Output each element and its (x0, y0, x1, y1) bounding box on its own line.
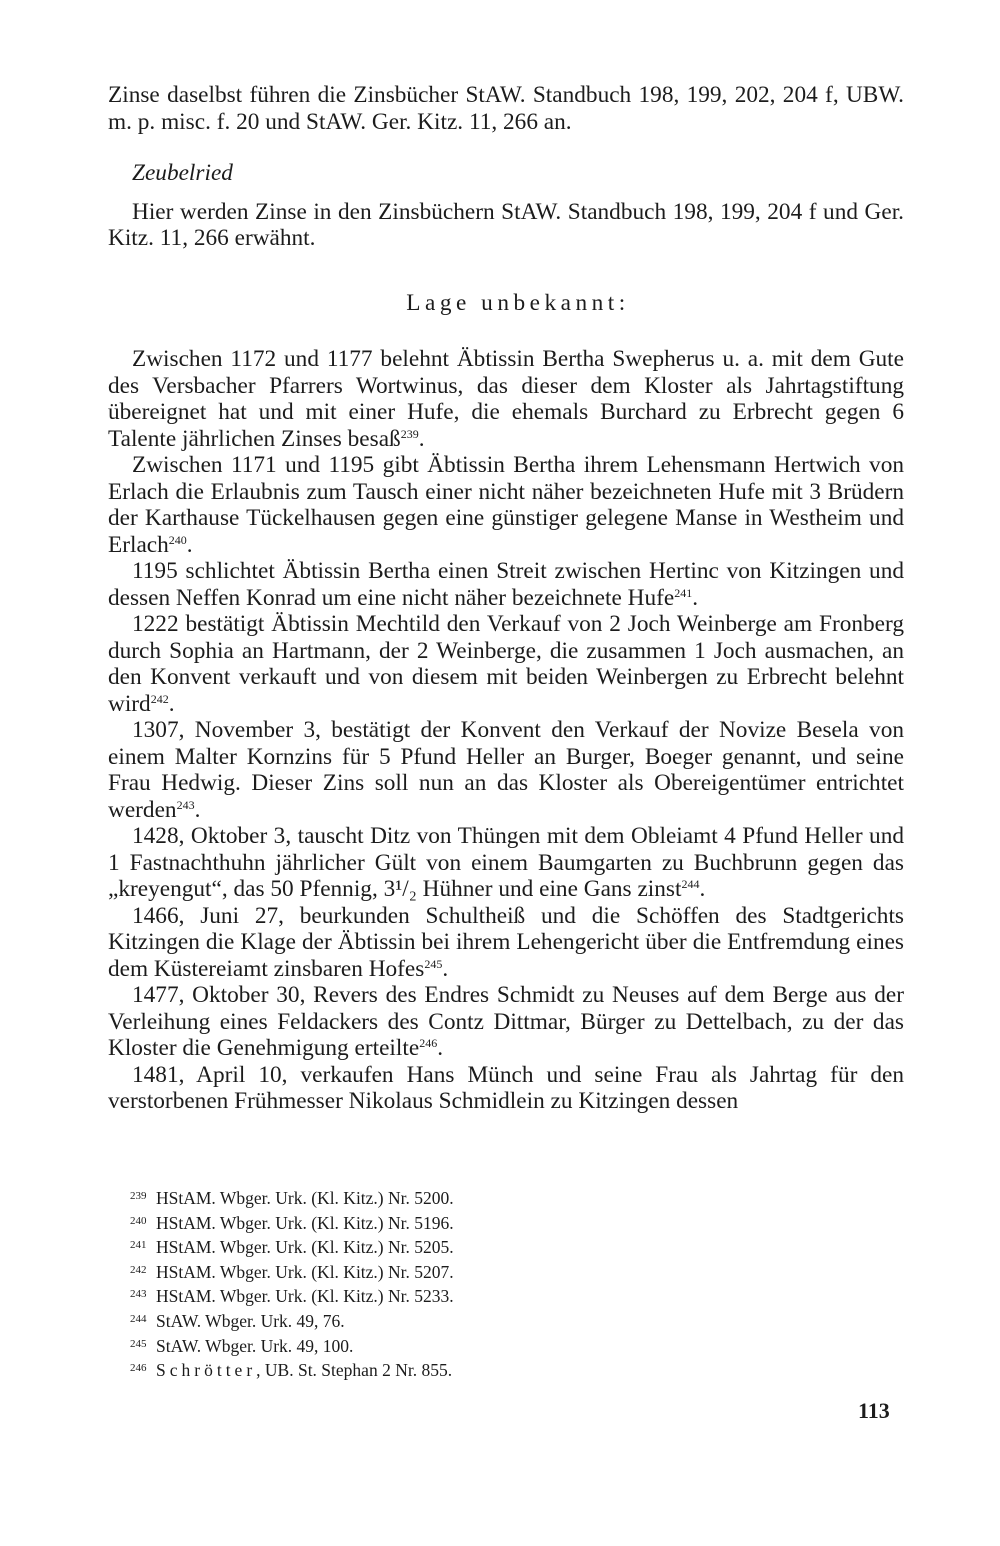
footnote-author: Schrötter (156, 1360, 257, 1381)
page-number: 113 (858, 1398, 890, 1423)
main-text (108, 82, 904, 1115)
paragraph-zeubelried: Hier werden Zinse in den Zinsbüchern StAW. Standbuch 198, 199, 204 f und Ger. Kitz. 11, 266 erwähnt. (108, 198, 904, 251)
paragraph-1171: Zwischen 1171 und 1195 gibt Äbtissin Bertha ihrem Lehensmann Hertwich von Erlach die Erlaubnis zum Tausch einer nicht näher bezeichneten Hufe mit 3 Brüdern der Karthause Tückelhausen gegen eine günstiger gelegene Manse in Westheim und Erlach$^{240}$. (108, 452, 904, 558)
paragraph-1222: 1222 bestätigt Äbtissin Mechtild den Verkauf von 2 Joch Weinberge am Fronberg durch Sophia an Hartmann, der 2 Weinberge, die zusammen 1 Joch ausmachen, an den Konvent verkauft und von diesem mit beiden Weinbergen zu Erbrecht belehnt wird$^{242}$. (108, 611, 904, 717)
footnote-245: 245 StAW. Wbger. Urk. 49, 100. (130, 1335, 354, 1356)
paragraph-1466: 1466, Juni 27, beurkunden Schultheiß und die Schöffen des Stadtgerichts Kitzingen die Klage der Äbtissin bei ihrem Lehengericht über die Entfremdung eines dem Küstereiamt zinsbaren Hofes$^{245}$. (108, 902, 904, 982)
footnote-244: 244 StAW. Wbger. Urk. 49, 76. (130, 1310, 345, 1331)
paragraph-1477: 1477, Oktober 30, Revers des Endres Schmidt zu Neuses auf dem Berge aus der Verleihung eines Feldackers des Contz Dittmar, Bürger zu Dettelbach, zu der das Kloster die Genehmigung erteilte$^{246}$. (108, 982, 904, 1061)
footnote-ref-241: 241 (674, 585, 693, 600)
footnote-ref-246: 246 (419, 1036, 438, 1050)
footnote-ref-244: 244 (681, 877, 700, 891)
footnote-ref-240: 240 (168, 532, 187, 547)
footnote-242: 242 HStAM. Wbger. Urk. (Kl. Kitz.) Nr. 5207. (130, 1261, 454, 1282)
paragraph-1307: 1307, November 3, bestätigt der Konvent den Verkauf der Novize Besela von einem Malter Kornzins für 5 Pfund Heller an Burger, Boeger genannt, und seine Frau Hedwig. Dieser Zins soll nun an das Kloster als Obereigentümer entrichtet werden$^{243}$. (108, 717, 904, 823)
footnote-ref-243: 243 (176, 797, 195, 812)
paragraph-zinse: Zinse daselbst führen die Zinsbücher StAW. Standbuch 198, 199, 202, 204 f, UBW. m. p. misc. f. 20 und StAW. Ger. Kitz. 11, 266 an. (108, 82, 904, 135)
footnotes (130, 1185, 830, 1382)
paragraph-1428: 1428, Oktober 3, tauscht Ditz von Thüngen mit dem Obleiamt 4 Pfund Heller und 1 Fastnachthuhn jährlicher Gült von einem Baumgarten zu Buchbrunn gegen das „kreyengut“, das 50 Pfennig, 3¹/₂ Hühner und eine Gans zinst$^{244}$. (108, 823, 904, 902)
paragraph-1481: 1481, April 10, verkaufen Hans Münch und seine Frau als Jahrtag für den verstorbenen Frühmesser Nikolaus Schmidlein zu Kitzingen dessen (108, 1061, 904, 1114)
footnote-241: 241 HStAM. Wbger. Urk. (Kl. Kitz.) Nr. 5205. (130, 1237, 454, 1258)
footnote-240: 240 HStAM. Wbger. Urk. (Kl. Kitz.) Nr. 5196. (130, 1212, 454, 1233)
footnote-ref-242: 242 (150, 691, 169, 706)
footnote-243: 243 HStAM. Wbger. Urk. (Kl. Kitz.) Nr. 5233. (130, 1286, 454, 1307)
footnote-ref-245: 245 (424, 956, 443, 971)
paragraph-1195: 1195 schlichtet Äbtissin Bertha einen Streit zwischen Hertinc von Kitzingen und dessen Neffen Konrad um eine nicht näher bezeichnete Hufe$^{241}$. (108, 558, 904, 611)
place-heading-zeubelried: Zeubelried (132, 160, 233, 186)
footnote-246: 246 Schrötter, UB. St. Stephan 2 Nr. 855. (130, 1360, 453, 1381)
footnote-239: 239 HStAM. Wbger. Urk. (Kl. Kitz.) Nr. 5200. (130, 1188, 454, 1208)
footnote-ref-239: 239 (400, 426, 419, 441)
section-heading-lage-unbekannt: Lage unbekannt: (406, 289, 630, 316)
paragraph-1172: Zwischen 1172 und 1177 belehnt Äbtissin Bertha Swepherus u. a. mit dem Gute des Versbacher Pfarrers Wortwinus, das dieser dem Kloster als Jahrtagstiftung übereignet hat und mit einer Hufe, die ehemals Burchard zu Erbrecht gegen 6 Talente jährlichen Zinses besaß$^{239}$. (108, 346, 904, 452)
